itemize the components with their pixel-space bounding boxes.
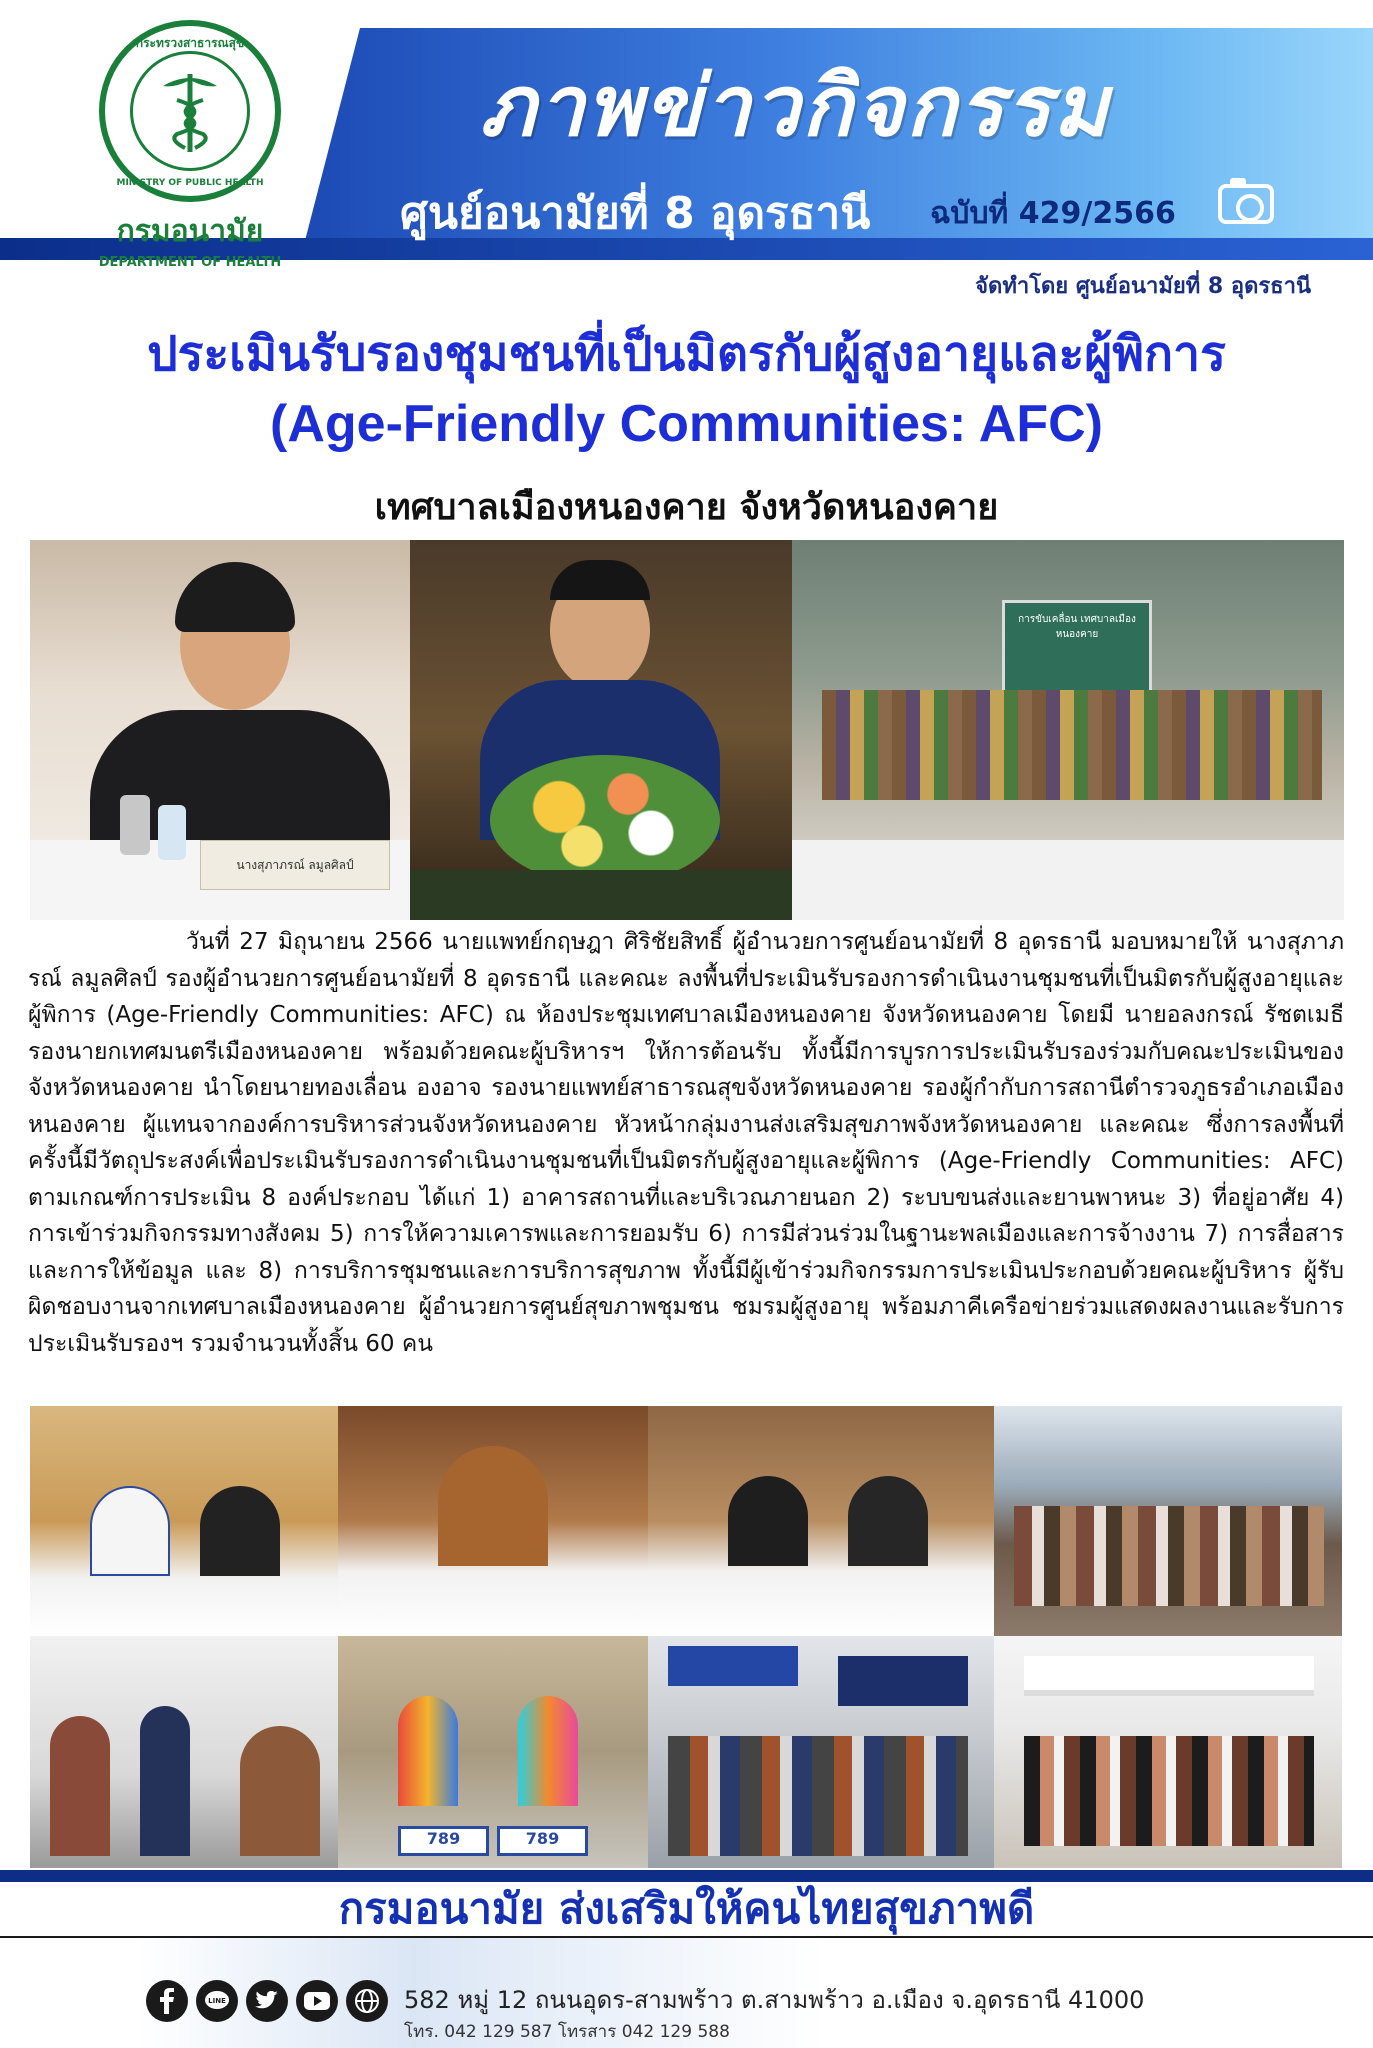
news-body: วันที่ 27 มิถุนายน 2566 นายแพทย์กฤษฎา ศิริชัยสิทธิ์ ผู้อำนวยการศูนย์อนามัยที่ 8 อุดรธานี มอบหมายให้ นางสุภาภรณ์ ลมูลศิลป์ รองผู้อำนวยการศูนย์อนามัยที่ 8 อุดรธานี และคณะ ลงพื้นที่ประเมินรับรองการดำเนินงานชุมชนที่เป็นมิตรกับผู้สูงอายุและผู้พิการ (Age-Friendly Communities: AFC) ณ ห้องประชุมเทศบาลเมืองหนองคาย จังหวัดหนองคาย โดยมี นายอลงกรณ์ รัชตเมธี รองนายกเทศมนตรีเมืองหนองคาย พร้อมด้วยคณะผู้บริหารฯ ให้การต้อนรับ ทั้งนี้มีการบูรการประเมินรับรองร่วมกับคณะประเมินของจังหวัดหนองคาย นำโดยนายทองเลื่อน องอาจ รองนายแพทย์สาธารณสุขจังหวัดหนองคาย รองผู้กำกับการสถานีตำรวจภูธรอำเภอเมืองหนองคาย ผู้แทนจากองค์การบริหารส่วนจังหวัดหนองคาย หัวหน้ากลุ่มงานส่งเสริมสุขภาพจังหวัดหนองคาย และคณะ ซึ่งการลงพื้นที่ครั้งนี้มีวัตถุประสงค์เพื่อประเมินรับรองการดำเนินงานชุมชนที่เป็นมิตรกับผู้สูงอายุและผู้พิการ (Age-Friendly Communities: AFC) ตามเกณฑ์การประเมิน 8 องค์ประกอบ ได้แก่ 1) อาคารสถานที่และบริเวณภายนอก 2) ระบบขนส่งและยานพาหนะ 3) ที่อยู่อาศัย 4) การเข้าร่วมกิจกรรมทางสังคม 5) การให้ความเคารพและการยอมรับ 6) การมีส่วนร่วมในฐานะพลเมืองและการจ้างงาน 7) การสื่อสารและการให้ข้อมูล และ 8) การบริการชุมชนและการบริการสุขภาพ ทั้งนี้มีผู้เข้าร่วมกิจกรรมการประเมินประกอบด้วยคณะผู้บริหาร ผู้รับผิดชอบงานจากเทศบาลเมืองหนองคาย ผู้อำนวยการศูนย์สุขภาพชุมชน ชมรมผู้สูงอายุ พร้อมภาคีเครือข่ายร่วมแสดงผลงานและรับการประเมินรับรองฯ รวมจำนวนทั้งสิ้น 60 คน (28, 929, 1344, 1357)
caduceus-icon (130, 51, 250, 171)
photo-deputy-director (30, 540, 410, 920)
photo-exhibition (994, 1406, 1342, 1636)
line-icon[interactable] (196, 1980, 238, 2022)
logo-subname: DEPARTMENT OF HEALTH (98, 255, 282, 270)
photo-group-outdoor (994, 1636, 1342, 1868)
camera-icon (1218, 184, 1274, 224)
photo-committee-table-2 (338, 1406, 648, 1636)
logo-ring-bottom-text: MINISTRY OF PUBLIC HEALTH (116, 178, 264, 188)
banner-title: ภาพข่าวกิจกรรม (480, 56, 1111, 155)
footer-address: 582 หมู่ 12 ถนนอุดร-สามพร้าว ต.สามพร้าว อ.เมือง จ.อุดรธานี 41000 (404, 1986, 1145, 2014)
photo-exercise-activity (338, 1636, 648, 1868)
presentation-screen: การขับเคลื่อน เทศบาลเมืองหนองคาย (1018, 614, 1136, 640)
photo-building-visit (30, 1636, 338, 1868)
photo-deputy-mayor-speech (410, 540, 792, 920)
svg-text:LINE: LINE (208, 1997, 226, 2005)
youtube-icon[interactable] (296, 1980, 338, 2022)
logo-ring-top-text: กระทรวงสาธารณสุข (135, 36, 245, 50)
headline-location: เทศบาลเมืองหนองคาย จังหวัดหนองคาย (374, 487, 999, 528)
footer-slogan: กรมอนามัย ส่งเสริมให้คนไทยสุขภาพดี (338, 1884, 1035, 1933)
photo-group-meeting (792, 540, 1344, 920)
twitter-icon[interactable] (246, 1980, 288, 2022)
department-logo (80, 20, 300, 270)
nameplate: นางสุภาภรณ์ ลมูลศิลป์ (200, 840, 390, 890)
photo-bus-terminal (648, 1636, 994, 1868)
logo-seal (99, 20, 281, 202)
issue-number: ฉบับที่ 429/2566 (930, 196, 1176, 231)
photo-committee-table-3 (648, 1406, 994, 1636)
header (0, 0, 1373, 270)
floor-number-grid-1: 789 (398, 1826, 489, 1856)
producer-credit: จัดทำโดย ศูนย์อนามัยที่ 8 อุดรธานี (975, 274, 1311, 299)
headline-english: (Age-Friendly Communities: AFC) (270, 395, 1103, 453)
website-icon[interactable] (346, 1980, 388, 2022)
logo-name: กรมอนามัย (116, 214, 264, 249)
social-links (146, 1980, 388, 2022)
headline-thai: ประเมินรับรองชุมชนที่เป็นมิตรกับผู้สูงอายุและผู้พิการ (147, 326, 1226, 382)
center-name: ศูนย์อนามัยที่ 8 อุดรธานี (400, 188, 871, 239)
facebook-icon[interactable] (146, 1980, 188, 2022)
photo-committee-table-1 (30, 1406, 338, 1636)
footer-phone: โทร. 042 129 587 โทรสาร 042 129 588 (404, 2022, 730, 2042)
floor-number-grid-2: 789 (497, 1826, 588, 1856)
